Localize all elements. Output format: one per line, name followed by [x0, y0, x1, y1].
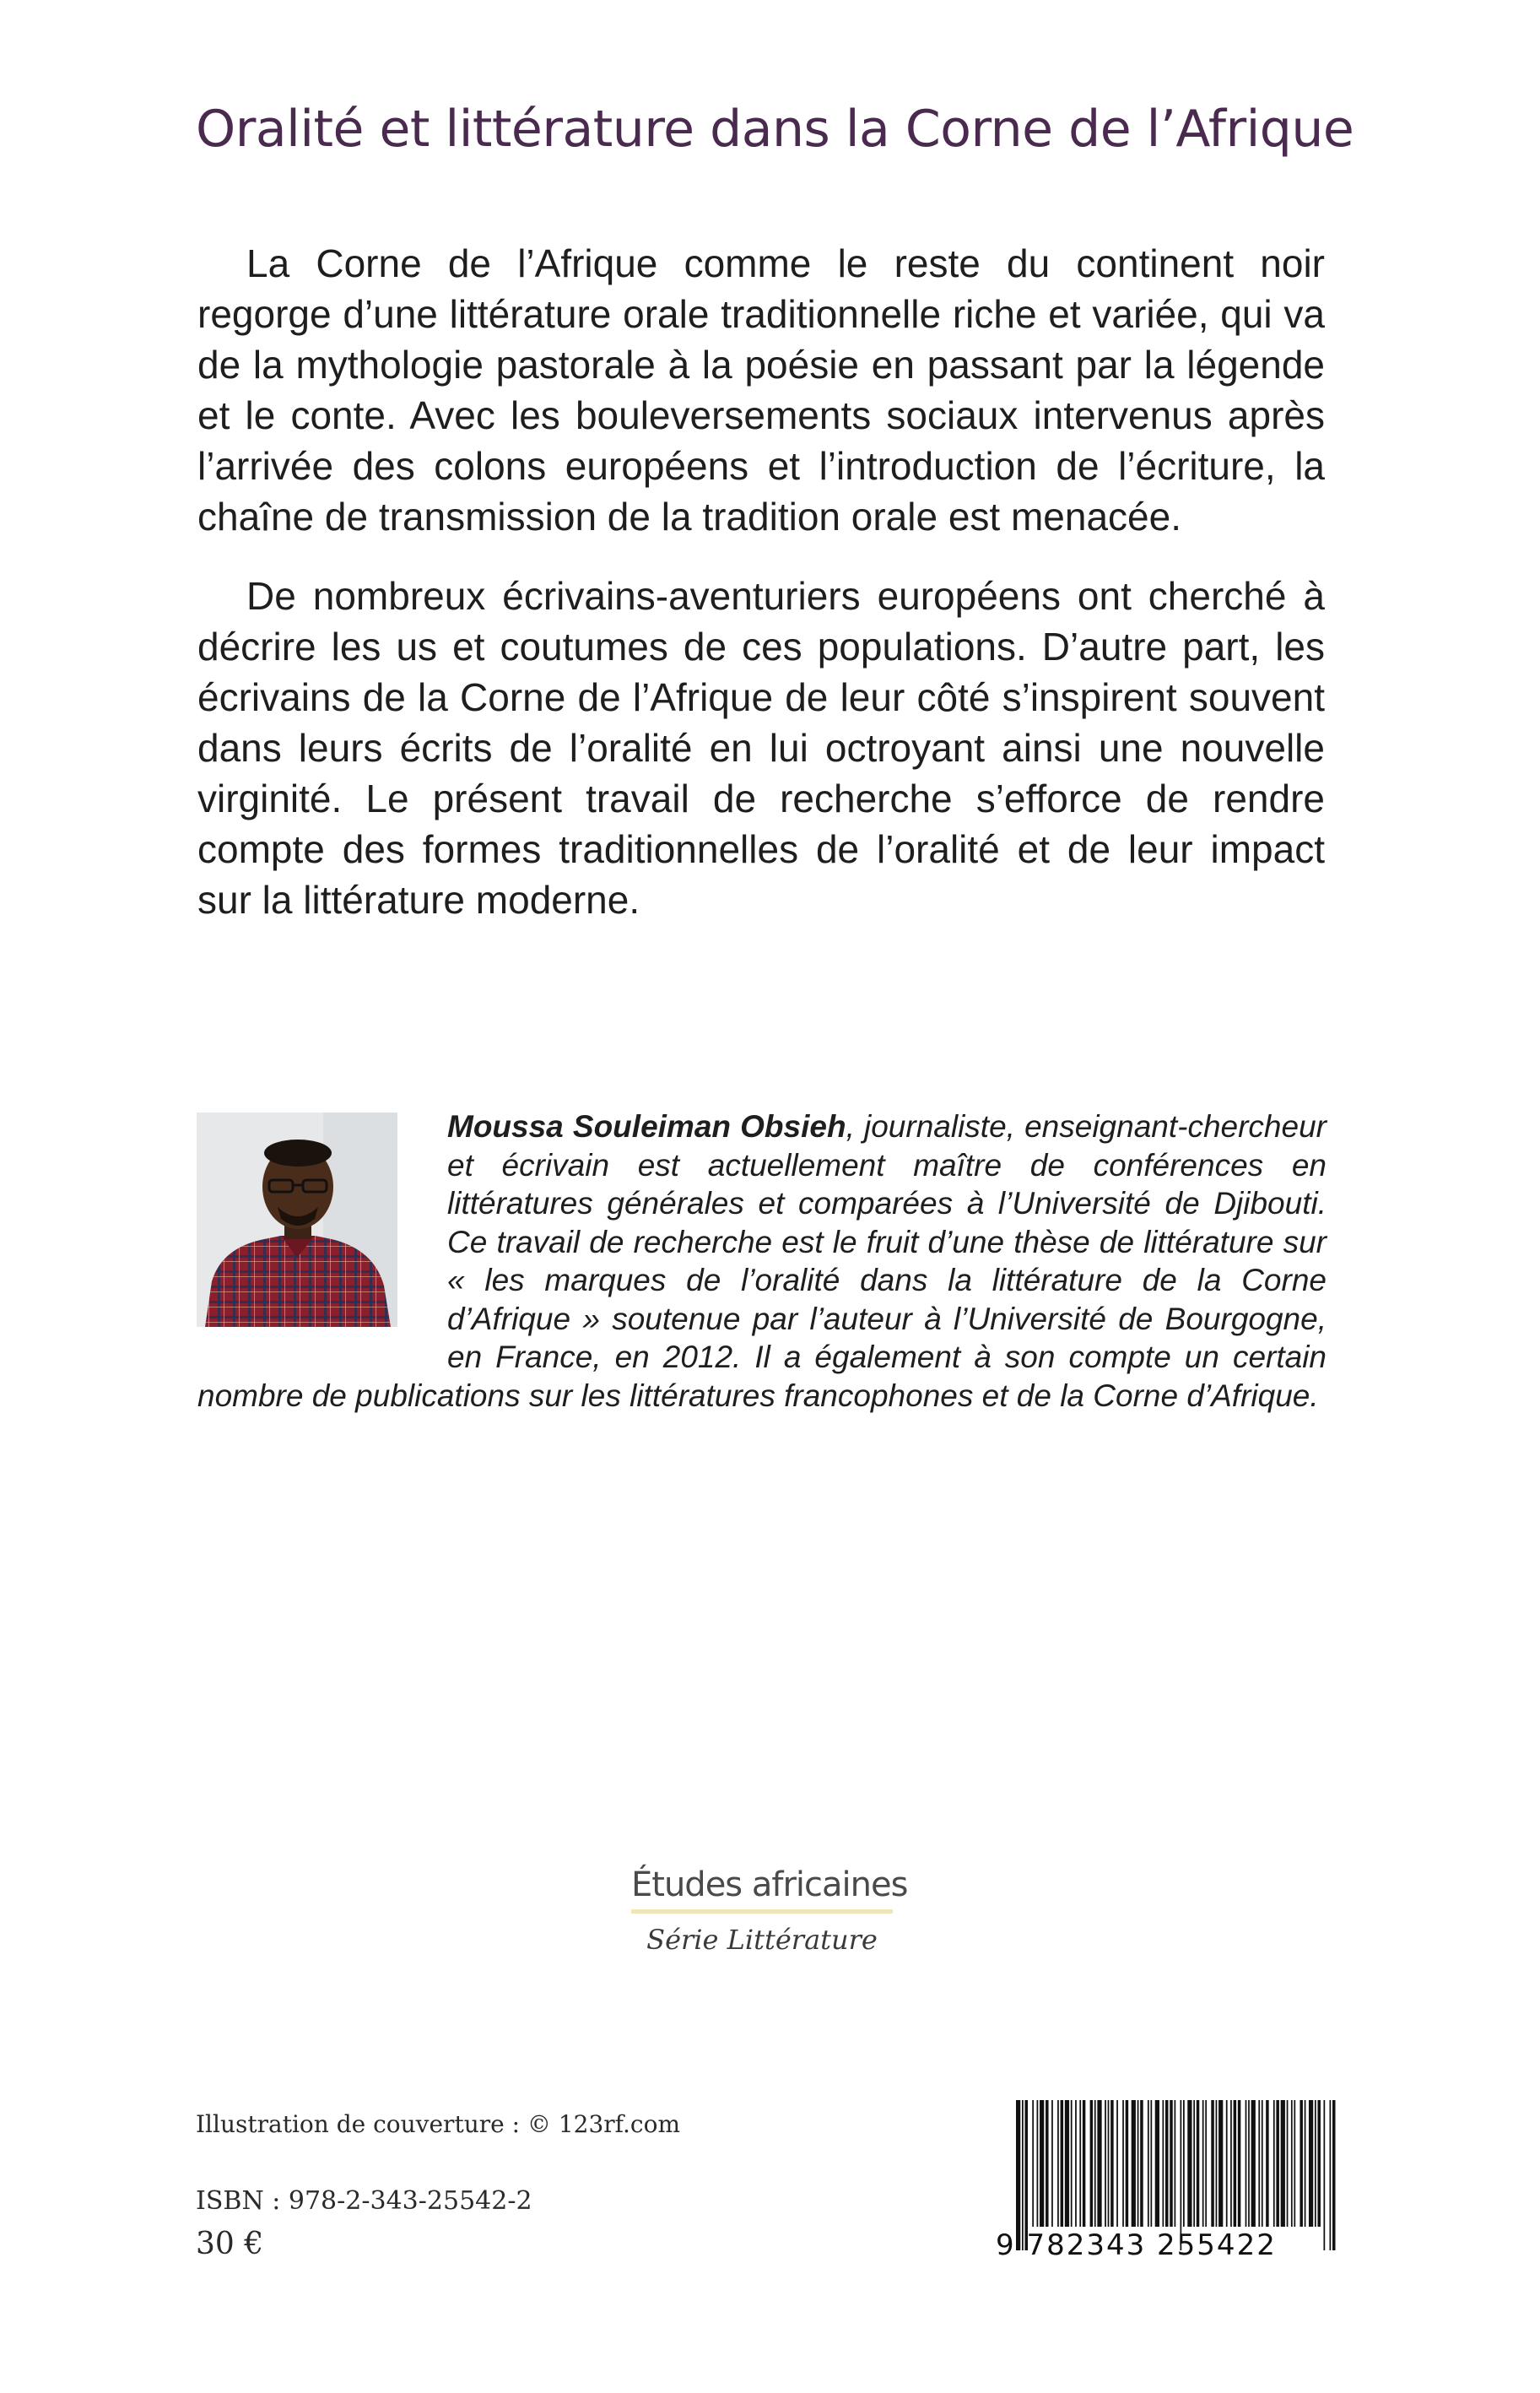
barcode-bar	[1032, 2100, 1034, 2227]
series-name: Études africaines	[631, 1865, 908, 1904]
barcode-bar	[1090, 2100, 1094, 2227]
barcode-bar	[1202, 2100, 1204, 2227]
barcode-bar	[1132, 2100, 1136, 2227]
barcode-bar	[1040, 2100, 1044, 2227]
barcode-bar	[1273, 2100, 1275, 2227]
barcode-bar	[1197, 2100, 1200, 2227]
barcode-bar	[1276, 2100, 1279, 2227]
series-divider	[631, 1909, 893, 1914]
barcode-bar	[1234, 2100, 1237, 2227]
barcode-bar	[1266, 2100, 1269, 2227]
cover-credit: Illustration de couverture : © 123rf.com	[196, 2110, 680, 2138]
barcode-bar	[1150, 2100, 1152, 2227]
barcode-bar	[1079, 2100, 1081, 2227]
barcode-bar	[1287, 2100, 1289, 2227]
barcode-bar	[1309, 2100, 1313, 2227]
series-subtitle: Série Littérature	[646, 1924, 878, 1956]
barcode-bar	[1061, 2100, 1064, 2227]
barcode-bar	[1148, 2100, 1149, 2227]
barcode-bar	[1281, 2100, 1285, 2227]
blurb-paragraph-1: La Corne de l’Afrique comme le reste du continent noir regorge d’une littérature orale traditionnelle riche et variée, qui va de la mythologie pastorale à la poésie en passant par la légende et le conte. Avec les bouleversements sociaux intervenus après l’arrivée des colons européens et l’introduction de l’écriture, la chaîne de transmission de la tradition orale est menacée.	[197, 241, 1325, 539]
barcode-bar	[1137, 2100, 1139, 2227]
barcode-bar	[1094, 2100, 1096, 2227]
barcode-bar	[1075, 2100, 1077, 2227]
barcode-bar	[1226, 2100, 1228, 2227]
barcode-bar	[1305, 2100, 1306, 2227]
barcode-bar	[1126, 2100, 1129, 2227]
barcode-bar	[1108, 2100, 1110, 2227]
barcode-bar	[1183, 2100, 1185, 2227]
barcode-bar	[1205, 2100, 1207, 2227]
barcode-bar	[1155, 2100, 1159, 2227]
barcode-bar	[1110, 2100, 1114, 2227]
author-bio-text: , journaliste, enseignant-chercheur et écrivain est actuellement maître de conférences en littératures générales et comparées à l’Université de Djibouti. Ce travail de recherche est le fruit d’une thèse de littérature sur « les marques de l’oralité dans la littérature de la Corne d’Afrique » soutenue par l’auteur à l’Université de Bourgogne, en France, en 2012. Il a également à son compte un certain nombre de publications sur les littératures francophones et de la Corne d’Afrique.	[197, 1109, 1327, 1413]
barcode-bar	[1097, 2100, 1101, 2227]
barcode-bar	[1218, 2100, 1223, 2227]
barcode-bar	[1294, 2100, 1295, 2227]
barcode-bar	[1165, 2100, 1169, 2227]
author-name: Moussa Souleiman Obsieh	[447, 1109, 846, 1144]
barcode-digits: 9 782343 255422	[996, 2228, 1277, 2262]
barcode-bar	[1300, 2100, 1303, 2227]
barcode-bar	[1140, 2100, 1143, 2227]
barcode-bar	[1262, 2100, 1263, 2227]
barcode-bar	[1057, 2100, 1059, 2227]
price: 30 €	[196, 2227, 264, 2261]
barcode-bar	[1230, 2100, 1232, 2227]
barcode-bar	[1071, 2100, 1073, 2227]
barcode-bar	[1246, 2100, 1247, 2227]
barcode-bar	[1105, 2100, 1106, 2227]
barcode-bar	[1216, 2100, 1218, 2227]
barcode-bar	[1317, 2100, 1321, 2227]
barcode-bar	[1116, 2100, 1118, 2227]
barcode-bar	[1291, 2100, 1293, 2227]
barcode-bar	[1175, 2100, 1176, 2227]
barcode-bar	[1248, 2100, 1250, 2227]
book-title: Oralité et littérature dans la Corne de l’Afrique	[196, 100, 1354, 159]
barcode-bar	[1170, 2100, 1173, 2227]
blurb-paragraph-2: De nombreux écrivains-aventuriers européens ont cherché à décrire les us et coutumes de ces populations. D’autre part, les écrivains de la Corne de l’Afrique de leur côté s’inspirent souvent dans leurs écrits de l’oralité en lui octroyant ainsi une nouvelle virginité. Le présent travail de recherche s’efforce de rendre compte des formes traditionnelles de l’oralité et de leur impact sur la littérature moderne.	[197, 574, 1325, 922]
isbn: ISBN : 978-2-343-25542-2	[196, 2186, 532, 2216]
barcode-bar	[1258, 2100, 1260, 2227]
barcode-bar	[1051, 2100, 1053, 2227]
barcode-bar	[1065, 2100, 1069, 2227]
author-bio	[197, 1107, 1327, 1415]
barcode-bar	[1193, 2100, 1195, 2227]
barcode-bar	[1238, 2100, 1241, 2227]
barcode-bar	[1046, 2100, 1049, 2227]
barcode-bar	[1122, 2100, 1124, 2227]
series-logo	[631, 1865, 908, 1956]
barcode-bar	[1083, 2100, 1086, 2227]
barcode-bar	[1162, 2100, 1164, 2227]
barcode-bar	[1187, 2100, 1191, 2227]
barcode-bar	[1315, 2100, 1316, 2227]
photo-spacer	[197, 1107, 447, 1345]
barcode-bar	[1251, 2100, 1256, 2227]
barcode-bar	[1211, 2100, 1214, 2227]
barcode-bar	[1037, 2100, 1039, 2227]
